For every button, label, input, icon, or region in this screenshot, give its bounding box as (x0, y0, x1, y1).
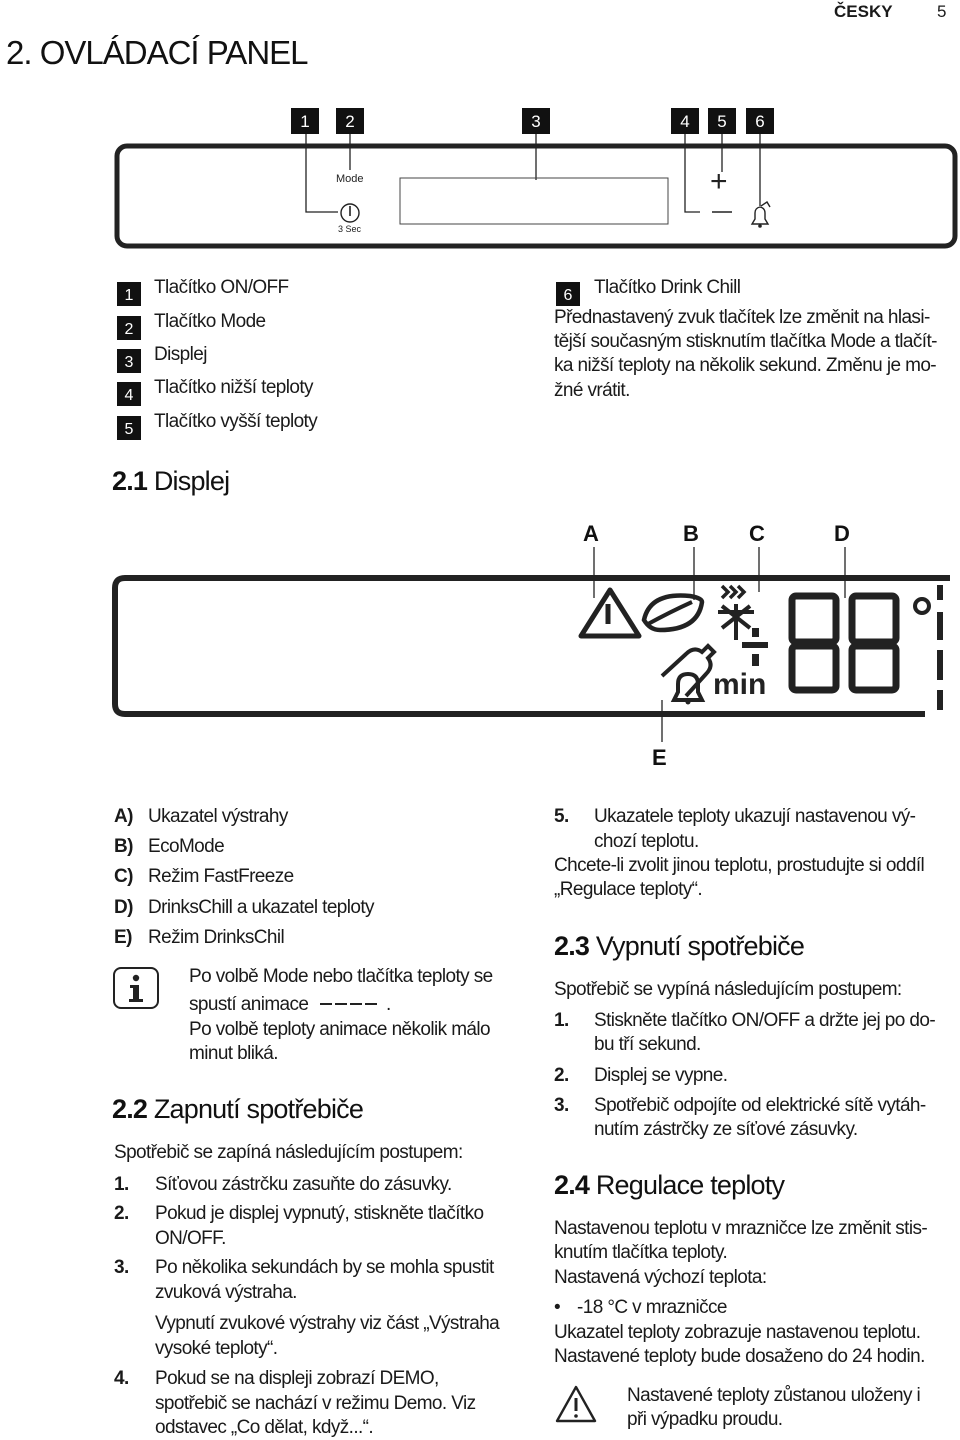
section-24-line: Nastavená výchozí teplota: (554, 1267, 767, 1288)
heading-number: 2.4 (554, 1170, 590, 1200)
bullet-dot: • (554, 1297, 561, 1318)
step-line: nutím zástrčky ze síťové zásuvky. (594, 1119, 858, 1140)
min-label: min (713, 668, 767, 701)
section-24-line: Nastavené teploty bude dosaženo do 24 hodin. (554, 1346, 925, 1367)
step-number: 5. (554, 806, 569, 827)
legend-6-line: ka nižší teploty na několik sekund. Změnu je mo- (554, 355, 937, 376)
legend-6-line: žné vrátit. (554, 380, 630, 401)
display-item-key: A) (114, 806, 133, 827)
legend-text-1: Tlačítko ON/OFF (154, 277, 289, 298)
legend-text-4: Tlačítko nižší teploty (154, 377, 313, 398)
alarm-warning-icon (578, 586, 642, 640)
section-24-line: Nastavenou teplotu v mrazničce lze změnit stis- (554, 1218, 928, 1239)
three-sec-label: 3 Sec (338, 224, 362, 234)
section-24-line: knutím tlačítka teploty. (554, 1242, 728, 1263)
heading-2-2 (112, 1094, 363, 1125)
info-line: minut bliká. (189, 1043, 278, 1064)
heading-number: 2.2 (112, 1094, 148, 1124)
legend-text-2: Tlačítko Mode (154, 311, 266, 332)
display-item-text: DrinksChill a ukazatel teploty (148, 897, 374, 918)
ecomode-leaf-icon (640, 590, 706, 636)
display-label-e: E (652, 745, 667, 770)
display-item-key: C) (114, 866, 133, 887)
step-number: 3. (554, 1095, 569, 1116)
display-label-d: D (834, 521, 850, 546)
info-line: spustí animace (189, 994, 309, 1015)
info-line: Po volbě teploty animace několik málo (189, 1019, 490, 1040)
heading-text: Zapnutí spotřebiče (147, 1094, 364, 1124)
step-line: Vypnutí zvukové výstrahy viz část „Výstraha (155, 1313, 500, 1334)
step-5-note-line: „Regulace teploty“. (554, 879, 703, 900)
step-line: Ukazatele teploty ukazují nastavenou vý- (594, 806, 916, 827)
callout-3: 3 (522, 108, 550, 134)
step-line: bu tří sekund. (594, 1034, 701, 1055)
step-5-note-line: Chcete-li zvolit jinou teplotu, prostudujte si oddíl (554, 855, 925, 876)
callout-5: 5 (708, 108, 736, 134)
step-line: Spotřebič odpojíte od elektrické sítě vytáh- (594, 1095, 926, 1116)
step-line: spotřebič se nachází v režimu Demo. Viz (155, 1393, 476, 1414)
plus-button[interactable]: + (710, 165, 728, 198)
animation-dashes-icon (320, 1002, 380, 1006)
heading-text: Displej (147, 466, 230, 496)
display-item-text: Režim DrinksChil (148, 927, 285, 948)
callout-2: 2 (336, 108, 364, 134)
legend-6-title: Tlačítko Drink Chill (594, 277, 741, 298)
display-item-text: Ukazatel výstrahy (148, 806, 288, 827)
bullet-text: -18 °C v mrazničce (577, 1297, 727, 1318)
step-number: 4. (114, 1368, 129, 1389)
mode-label: Mode (336, 173, 364, 185)
display-label-c: C (749, 521, 765, 546)
display-separator-icon (742, 628, 770, 670)
callout-4: 4 (671, 108, 699, 134)
callout-6: 6 (746, 108, 774, 134)
display-item-text: Režim FastFreeze (148, 866, 294, 887)
step-line: chozí teplotu. (594, 831, 699, 852)
step-line: Stiskněte tlačítko ON/OFF a držte jej po do- (594, 1010, 936, 1031)
display-label-b: B (683, 521, 699, 546)
info-line: . (386, 994, 391, 1015)
info-icon (112, 966, 160, 1010)
step-number: 2. (114, 1203, 129, 1224)
step-line: Pokud je displej vypnutý, stiskněte tlačítko (155, 1203, 484, 1224)
step-line: Displej se vypne. (594, 1065, 728, 1086)
legend-num-2: 2 (117, 316, 141, 340)
step-number: 1. (554, 1010, 569, 1031)
page-number: 5 (937, 2, 947, 21)
warning-line: Nastavené teploty zůstanou uloženy i (627, 1385, 921, 1406)
display-label-a: A (583, 521, 599, 546)
display-item (114, 927, 132, 949)
legend-num-6: 6 (556, 282, 580, 306)
step-line: odstavec „Co dělat, když...“. (155, 1417, 374, 1438)
heading-number: 2.1 (112, 466, 148, 496)
heading-number: 2.3 (554, 931, 590, 961)
display-item-key: B) (114, 836, 133, 857)
step-line: Pokud se na displeji zobrazí DEMO, (155, 1368, 439, 1389)
callout-1: 1 (291, 108, 319, 134)
step-line: Síťovou zástrčku zasuňte do zásuvky. (155, 1174, 452, 1195)
heading-2-4 (554, 1170, 784, 1201)
heading-text: Vypnutí spotřebiče (589, 931, 805, 961)
legend-text-3: Displej (154, 344, 207, 365)
step-number: 3. (114, 1257, 129, 1278)
legend-text-5: Tlačítko vyšší teploty (154, 411, 318, 432)
section-22-intro: Spotřebič se zapíná následujícím postupem: (114, 1142, 463, 1163)
drinkschill-bell-icon (658, 640, 718, 704)
display-item-key: E) (114, 927, 132, 948)
section-title: 2. OVLÁDACÍ PANEL (6, 34, 308, 71)
step-line: ON/OFF. (155, 1228, 226, 1249)
display-item (114, 806, 133, 828)
warning-icon (555, 1384, 597, 1424)
legend-6-line: Přednastavený zvuk tlačítek lze změnit na hlasi- (554, 307, 930, 328)
heading-2-3 (554, 931, 804, 962)
warning-line: při výpadku proudu. (627, 1409, 783, 1430)
legend-num-3: 3 (117, 349, 141, 373)
legend-num-4: 4 (117, 382, 141, 406)
legend-num-1: 1 (117, 282, 141, 306)
step-number: 2. (554, 1065, 569, 1086)
step-line: zvuková výstraha. (155, 1282, 297, 1303)
legend-6-line: tější současným stisknutím tlačítka Mode a tlačít- (554, 331, 937, 352)
section-23-intro: Spotřebič se vypíná následujícím postupem: (554, 979, 902, 1000)
display-item-key: D) (114, 897, 133, 918)
temperature-digits-icon (778, 588, 936, 704)
step-line: Po několika sekundách by se mohla spustit (155, 1257, 494, 1278)
info-line: Po volbě Mode nebo tlačítka teploty se (189, 966, 493, 987)
step-line: vysoké teploty“. (155, 1338, 278, 1359)
language-label: ČESKY (834, 2, 893, 21)
step-number: 1. (114, 1174, 129, 1195)
display-item (114, 836, 133, 858)
display-item (114, 866, 133, 888)
heading-text: Regulace teploty (589, 1170, 785, 1200)
legend-num-5: 5 (117, 416, 141, 440)
display-item-text: EcoMode (148, 836, 225, 857)
display-item (114, 897, 133, 919)
section-24-line: Ukazatel teploty zobrazuje nastavenou teplotu. (554, 1322, 921, 1343)
